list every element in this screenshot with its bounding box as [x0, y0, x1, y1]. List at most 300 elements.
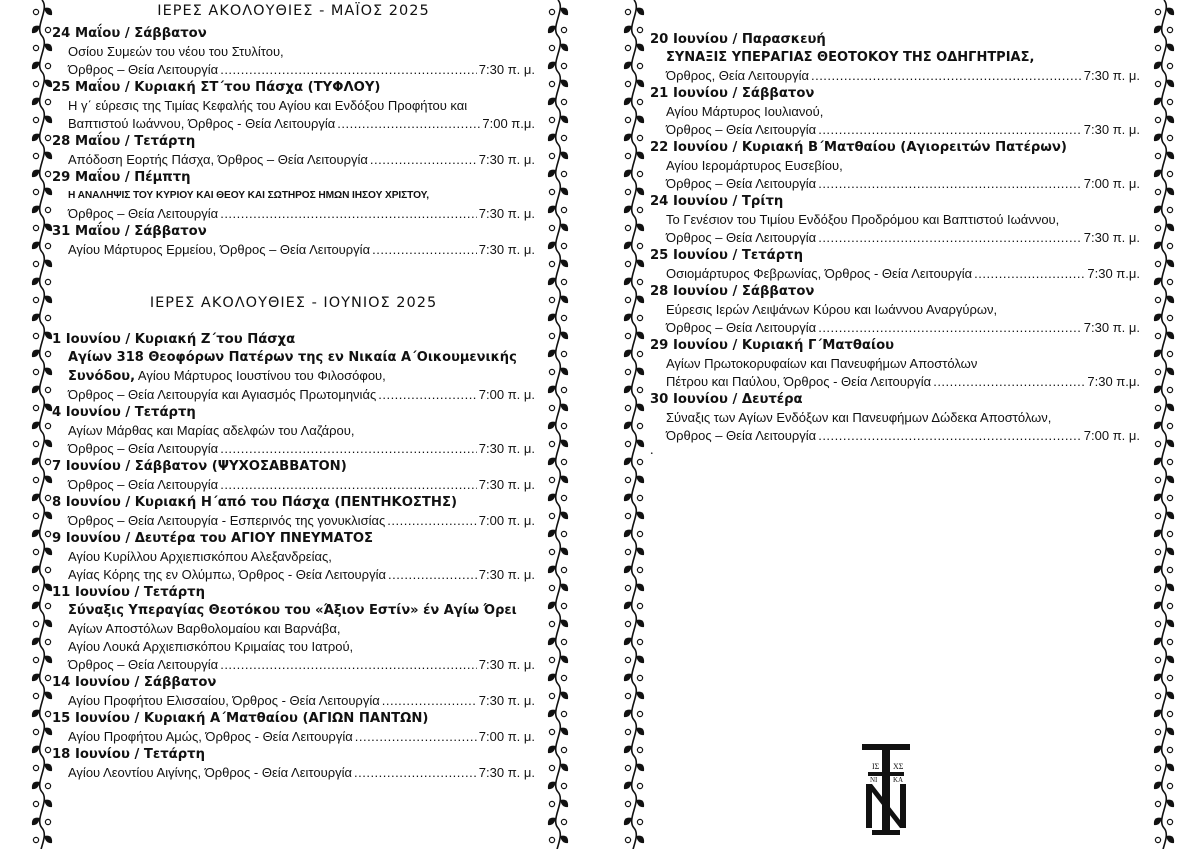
vine-tendril: [561, 495, 566, 500]
vine-tendril: [625, 9, 630, 14]
vine-tendril: [625, 441, 630, 446]
service-time: 7:30 π.μ.: [1087, 266, 1140, 281]
vine-tendril: [1155, 657, 1160, 662]
vine-stem: [632, 0, 637, 849]
vine-tendril: [561, 531, 566, 536]
vine-leaf: [44, 620, 52, 627]
entry-date-heading: 11 Ιουνίου / Τετάρτη: [52, 585, 205, 600]
entry-service-line: [650, 319, 1140, 337]
service-time: 7:30 π. μ.: [478, 441, 535, 456]
service-text: Αγίου Προφήτου Αμώς, Όρθρος - Θεία Λειτουργία: [68, 729, 353, 744]
vine-leaf: [1166, 80, 1174, 87]
vine-leaf: [560, 836, 568, 843]
entry-date-heading: 18 Ιουνίου / Τετάρτη: [52, 747, 205, 762]
vine-tendril: [637, 99, 642, 104]
vine-leaf: [32, 602, 40, 609]
vine-leaf: [44, 548, 52, 555]
vine-leaf: [548, 278, 556, 285]
vine-tendril: [1167, 639, 1172, 644]
schedule-entry: [52, 331, 535, 404]
schedule-entry: [52, 133, 535, 169]
vine-tendril: [1155, 81, 1160, 86]
vine-tendril: [33, 621, 38, 626]
vine-leaf: [548, 638, 556, 645]
vine-leaf: [560, 260, 568, 267]
vine-leaf: [1154, 350, 1162, 357]
entry-saint-line: Αγίου Μάρτυρος Ιουλιανού,: [666, 104, 824, 119]
entry-saint-line: Εύρεσις Ιερών Λειψάνων Κύρου και Ιωάννου Αναργύρων,: [666, 302, 998, 317]
emblem-text-xc: ΧΣ: [893, 762, 904, 771]
vine-tendril: [33, 729, 38, 734]
vine-tendril: [33, 405, 38, 410]
vine-leaf: [44, 836, 52, 843]
service-text: Όρθρος – Θεία Λειτουργία και Αγιασμός Πρωτομηνιάς: [68, 387, 377, 402]
vine-leaf: [548, 530, 556, 537]
vine-leaf: [624, 638, 632, 645]
vine-tendril: [625, 837, 630, 842]
vine-tendril: [1167, 171, 1172, 176]
entry-date-heading: 25 Μαΐου / Κυριακή ΣΤ΄του Πάσχα (ΤΥΦΛΟΥ): [52, 80, 381, 95]
vine-leaf: [560, 620, 568, 627]
vine-leaf: [32, 710, 40, 717]
vine-leaf: [44, 188, 52, 195]
vine-tendril: [45, 495, 50, 500]
vine-tendril: [1167, 279, 1172, 284]
vine-border-left: [30, 0, 54, 849]
vine-tendril: [549, 621, 554, 626]
entry-feast-bold: Συνόδου,: [68, 369, 136, 384]
vine-tendril: [549, 45, 554, 50]
vine-tendril: [1167, 27, 1172, 32]
service-text: Όρθρος – Θεία Λειτουργία: [666, 230, 817, 245]
entry-service-line: [52, 512, 535, 530]
vine-tendril: [45, 711, 50, 716]
entry-date-heading: 24 Μαΐου / Σάββατον: [52, 26, 207, 41]
schedule-entry: [650, 247, 1140, 283]
emblem-text-ka: ΚΑ: [893, 776, 904, 784]
vine-tendril: [549, 261, 554, 266]
vine-leaf: [44, 656, 52, 663]
vine-tendril: [45, 675, 50, 680]
service-text: Αγίας Κόρης της εν Ολύμπω, Όρθρος - Θεία Λειτουργία: [68, 567, 386, 582]
vine-tendril: [1167, 135, 1172, 140]
vine-tendril: [1155, 585, 1160, 590]
schedule-entry: [52, 169, 535, 223]
vine-leaf: [1154, 674, 1162, 681]
vine-leaf: [560, 44, 568, 51]
vine-leaf: [32, 746, 40, 753]
vine-tendril: [1155, 477, 1160, 482]
vine-tendril: [33, 549, 38, 554]
vine-leaf: [44, 224, 52, 231]
vine-tendril: [33, 657, 38, 662]
service-time: 7:00 π.μ.: [482, 116, 535, 131]
entry-service-line: [650, 67, 1140, 85]
dot-leader: [818, 121, 1082, 139]
vine-leaf: [44, 692, 52, 699]
vine-tendril: [637, 207, 642, 212]
vine-leaf: [44, 440, 52, 447]
vine-tendril: [637, 63, 642, 68]
vine-tendril: [1167, 63, 1172, 68]
vine-leaf: [32, 638, 40, 645]
entry-date-heading: 15 Ιουνίου / Κυριακή Α΄Ματθαίου (ΑΓΙΩΝ ΠΑΝΤΩΝ): [52, 711, 429, 726]
entry-service-line: [650, 427, 1140, 445]
vine-tendril: [625, 225, 630, 230]
service-text: Πέτρου και Παύλου, Όρθρος - Θεία Λειτουργία: [666, 374, 932, 389]
vine-leaf: [548, 422, 556, 429]
vine-leaf: [624, 566, 632, 573]
service-text: Όρθρος – Θεία Λειτουργία: [68, 206, 219, 221]
vine-leaf: [32, 458, 40, 465]
dot-leader: [337, 115, 480, 133]
vine-leaf: [1166, 476, 1174, 483]
vine-tendril: [637, 171, 642, 176]
vine-leaf: [32, 494, 40, 501]
vine-tendril: [561, 279, 566, 284]
vine-tendril: [637, 135, 642, 140]
vine-tendril: [1155, 405, 1160, 410]
entry-service-line: [52, 692, 535, 710]
vine-leaf: [44, 332, 52, 339]
service-time: 7:00 π. μ.: [478, 729, 535, 744]
vine-tendril: [625, 405, 630, 410]
vine-leaf: [548, 494, 556, 501]
vine-leaf: [548, 206, 556, 213]
vine-tendril: [637, 27, 642, 32]
service-time: 7:30 π. μ.: [478, 765, 535, 780]
vine-tendril: [561, 603, 566, 608]
vine-tendril: [637, 747, 642, 752]
vine-tendril: [1155, 441, 1160, 446]
vine-leaf: [624, 350, 632, 357]
service-text: Αγίου Μάρτυρος Ερμείου, Όρθρος – Θεία Λειτουργία: [68, 242, 371, 257]
vine-tendril: [549, 693, 554, 698]
entry-service-line: [52, 656, 535, 674]
vine-leaf: [1166, 620, 1174, 627]
vine-tendril: [33, 585, 38, 590]
vine-tendril: [625, 549, 630, 554]
vine-leaf: [560, 8, 568, 15]
vine-tendril: [549, 333, 554, 338]
vine-leaf: [636, 404, 644, 411]
vine-leaf: [1154, 422, 1162, 429]
vine-leaf: [1154, 602, 1162, 609]
vine-leaf: [1166, 260, 1174, 267]
entry-feast-bold: Σύναξις Υπεραγίας Θεοτόκου του «Άξιον Εστίν» έν Αγίω Όρει: [68, 603, 517, 618]
vine-leaf: [560, 368, 568, 375]
dot-leader: [354, 764, 477, 782]
vine-tendril: [625, 81, 630, 86]
vine-leaf: [624, 674, 632, 681]
vine-leaf: [32, 242, 40, 249]
vine-tendril: [45, 63, 50, 68]
entry-service-line: [650, 229, 1140, 247]
dot-leader: [818, 319, 1082, 337]
vine-tendril: [33, 477, 38, 482]
entry-date-heading: 28 Ιουνίου / Σάββατον: [650, 284, 815, 299]
vine-leaf: [636, 296, 644, 303]
vine-leaf: [1166, 116, 1174, 123]
vine-leaf: [44, 764, 52, 771]
vine-leaf: [548, 818, 556, 825]
vine-tendril: [33, 225, 38, 230]
vine-tendril: [637, 531, 642, 536]
vine-tendril: [1167, 495, 1172, 500]
vine-tendril: [1155, 837, 1160, 842]
entry-service-line: [52, 151, 535, 169]
vine-tendril: [625, 801, 630, 806]
entry-feast-bold: ΣΥΝΑΞΙΣ ΥΠΕΡΑΓΙΑΣ ΘΕΟΤΟΚΟΥ ΤΗΣ ΟΔΗΓΗΤΡΙΑΣ,: [666, 50, 1035, 65]
vine-leaf: [44, 8, 52, 15]
vine-leaf: [1154, 638, 1162, 645]
vine-leaf: [548, 566, 556, 573]
vine-leaf: [636, 152, 644, 159]
vine-tendril: [33, 153, 38, 158]
vine-leaf: [44, 728, 52, 735]
vine-leaf: [624, 134, 632, 141]
vine-leaf: [560, 224, 568, 231]
vine-leaf: [548, 710, 556, 717]
vine-leaf: [560, 548, 568, 555]
service-time: 7:30 π. μ.: [478, 152, 535, 167]
vine-leaf: [32, 674, 40, 681]
june-schedule-part1: [52, 331, 535, 782]
entry-service-line: [650, 175, 1140, 193]
vine-leaf: [1154, 530, 1162, 537]
vine-leaf: [560, 152, 568, 159]
vine-tendril: [33, 9, 38, 14]
vine-leaf: [1166, 656, 1174, 663]
vine-leaf: [624, 206, 632, 213]
vine-tendril: [561, 711, 566, 716]
vine-leaf: [32, 350, 40, 357]
dot-leader: [818, 229, 1082, 247]
vine-leaf: [32, 386, 40, 393]
vine-leaf: [636, 368, 644, 375]
vine-leaf: [624, 278, 632, 285]
vine-leaf: [1166, 188, 1174, 195]
vine-leaf: [548, 602, 556, 609]
vine-tendril: [1167, 351, 1172, 356]
vine-leaf: [1154, 242, 1162, 249]
vine-tendril: [1167, 783, 1172, 788]
entry-date-heading: 22 Ιουνίου / Κυριακή Β΄Ματθαίου (Αγιορειτών Πατέρων): [650, 140, 1067, 155]
vine-leaf: [44, 584, 52, 591]
vine-tendril: [625, 585, 630, 590]
vine-leaf: [1154, 782, 1162, 789]
vine-leaf: [560, 404, 568, 411]
vine-leaf: [32, 206, 40, 213]
vine-leaf: [560, 188, 568, 195]
right-page: [650, 0, 1140, 457]
vine-tendril: [45, 279, 50, 284]
entry-date-heading: 21 Ιουνίου / Σάββατον: [650, 86, 815, 101]
vine-leaf: [44, 404, 52, 411]
entry-saint-line: Αγίων Αποστόλων Βαρθολομαίου και Βαρνάβα,: [68, 621, 341, 636]
vine-tendril: [625, 477, 630, 482]
vine-leaf: [548, 746, 556, 753]
vine-leaf: [636, 476, 644, 483]
vine-tendril: [561, 819, 566, 824]
entry-date-heading: 4 Ιουνίου / Τετάρτη: [52, 405, 196, 420]
vine-tendril: [1167, 531, 1172, 536]
vine-leaf: [636, 188, 644, 195]
vine-tendril: [45, 423, 50, 428]
service-text: Όρθρος, Θεία Λειτουργία: [666, 68, 809, 83]
vine-tendril: [549, 81, 554, 86]
vine-leaf: [560, 80, 568, 87]
vine-leaf: [1166, 836, 1174, 843]
vine-leaf: [560, 332, 568, 339]
vine-leaf: [548, 674, 556, 681]
vine-leaf: [1154, 818, 1162, 825]
schedule-entry: [52, 79, 535, 133]
vine-leaf: [624, 458, 632, 465]
vine-leaf: [44, 800, 52, 807]
vine-leaf: [560, 800, 568, 807]
vine-border-center-right: [622, 0, 646, 849]
vine-tendril: [625, 45, 630, 50]
vine-leaf: [624, 782, 632, 789]
june-title: ΙΕΡΕΣ ΑΚΟΛΟΥΘΙΕΣ - ΙΟΥΝΙΟΣ 2025: [149, 295, 438, 311]
vine-tendril: [549, 405, 554, 410]
entry-saint-line: Αγίου Ιερομάρτυρος Ευσεβίου,: [666, 158, 843, 173]
vine-leaf: [32, 782, 40, 789]
entry-date-heading: 8 Ιουνίου / Κυριακή Η΄από του Πάσχα (ΠΕΝΤΗΚΟΣΤΗΣ): [52, 495, 457, 510]
vine-stem: [556, 0, 561, 849]
entry-service-line: [52, 764, 535, 782]
entry-date-heading: 29 Ιουνίου / Κυριακή Γ΄Ματθαίου: [650, 338, 895, 353]
vine-tendril: [1167, 387, 1172, 392]
vine-tendril: [625, 261, 630, 266]
vine-tendril: [637, 279, 642, 284]
vine-leaf: [32, 62, 40, 69]
vine-tendril: [1167, 243, 1172, 248]
vine-tendril: [561, 315, 566, 320]
vine-leaf: [636, 620, 644, 627]
vine-tendril: [637, 315, 642, 320]
vine-tendril: [549, 729, 554, 734]
dot-leader: [220, 656, 477, 674]
schedule-entry: [650, 139, 1140, 193]
vine-leaf: [636, 584, 644, 591]
vine-tendril: [561, 747, 566, 752]
vine-tendril: [549, 297, 554, 302]
vine-tendril: [45, 459, 50, 464]
vine-leaf: [1166, 800, 1174, 807]
schedule-entry: [650, 337, 1140, 391]
vine-tendril: [45, 531, 50, 536]
entry-service-line: [52, 440, 535, 458]
vine-leaf: [560, 476, 568, 483]
service-time: 7:00 π. μ.: [1083, 428, 1140, 443]
service-text: Όρθρος – Θεία Λειτουργία: [666, 428, 817, 443]
vine-leaf: [624, 314, 632, 321]
vine-leaf: [636, 728, 644, 735]
vine-leaf: [624, 494, 632, 501]
may-title: ΙΕΡΕΣ ΑΚΟΛΟΥΘΙΕΣ - ΜΑΪΟΣ 2025: [157, 3, 430, 19]
schedule-entry: [52, 710, 535, 746]
vine-tendril: [45, 567, 50, 572]
entry-saint-line: Αγίου Κυρίλλου Αρχιεπισκόπου Αλεξανδρείας,: [68, 549, 332, 564]
vine-tendril: [549, 513, 554, 518]
dot-leader: [382, 692, 477, 710]
entry-feast-caps: Η ΑΝΑΛΗΨΙΣ ΤΟΥ ΚΥΡΙΟΥ ΚΑΙ ΘΕΟΥ ΚΑΙ ΣΩΤΗΡΟΣ ΗΜΩΝ ΙΗΣΟΥ ΧΡΙΣΤΟΥ,: [68, 190, 429, 201]
vine-tendril: [625, 657, 630, 662]
vine-tendril: [637, 459, 642, 464]
vine-leaf: [32, 98, 40, 105]
vine-tendril: [1167, 711, 1172, 716]
vine-leaf: [1154, 170, 1162, 177]
vine-tendril: [33, 189, 38, 194]
vine-tendril: [625, 117, 630, 122]
schedule-entry: [52, 674, 535, 710]
vine-leaf: [624, 530, 632, 537]
vine-tendril: [549, 369, 554, 374]
vine-tendril: [33, 441, 38, 446]
vine-tendril: [33, 45, 38, 50]
vine-leaf: [636, 548, 644, 555]
vine-leaf: [560, 692, 568, 699]
vine-tendril: [1155, 189, 1160, 194]
service-time: 7:30 π. μ.: [1083, 122, 1140, 137]
vine-leaf: [636, 332, 644, 339]
vine-leaf: [1166, 8, 1174, 15]
dot-leader: [220, 440, 477, 458]
service-time: 7:30 π. μ.: [478, 242, 535, 257]
vine-tendril: [549, 9, 554, 14]
vine-tendril: [45, 603, 50, 608]
vine-leaf: [636, 512, 644, 519]
schedule-entry: [52, 746, 535, 782]
vine-tendril: [561, 459, 566, 464]
vine-leaf: [1166, 764, 1174, 771]
schedule-entry: [650, 283, 1140, 337]
vine-tendril: [45, 351, 50, 356]
dot-leader: [378, 386, 477, 404]
vine-tendril: [625, 189, 630, 194]
vine-leaf: [1154, 206, 1162, 213]
vine-leaf: [1154, 710, 1162, 717]
vine-tendril: [549, 801, 554, 806]
vine-leaf: [32, 818, 40, 825]
vine-tendril: [561, 63, 566, 68]
vine-leaf: [560, 764, 568, 771]
vine-tendril: [561, 567, 566, 572]
vine-tendril: [1167, 423, 1172, 428]
vine-tendril: [1155, 333, 1160, 338]
entry-saint-line: Η γ΄ εύρεσις της Τιμίας Κεφαλής του Αγίου και Ενδόξου Προφήτου και: [68, 98, 468, 113]
service-text: Βαπτιστού Ιωάννου, Όρθρος - Θεία Λειτουργία: [68, 116, 336, 131]
entry-date-heading: 14 Ιουνίου / Σάββατον: [52, 675, 217, 690]
vine-tendril: [45, 207, 50, 212]
vine-tendril: [1155, 297, 1160, 302]
vine-leaf: [1166, 44, 1174, 51]
vine-tendril: [637, 639, 642, 644]
schedule-entry: [52, 25, 535, 79]
vine-tendril: [625, 333, 630, 338]
vine-leaf: [560, 656, 568, 663]
vine-leaf: [560, 512, 568, 519]
vine-leaf: [1166, 548, 1174, 555]
entry-service-line: [52, 386, 535, 404]
service-text: Όρθρος – Θεία Λειτουργία - Εσπερινός της γονυκλισίας: [68, 513, 386, 528]
vine-leaf: [548, 242, 556, 249]
vine-tendril: [45, 135, 50, 140]
dot-leader: [220, 476, 477, 494]
vine-leaf: [624, 602, 632, 609]
